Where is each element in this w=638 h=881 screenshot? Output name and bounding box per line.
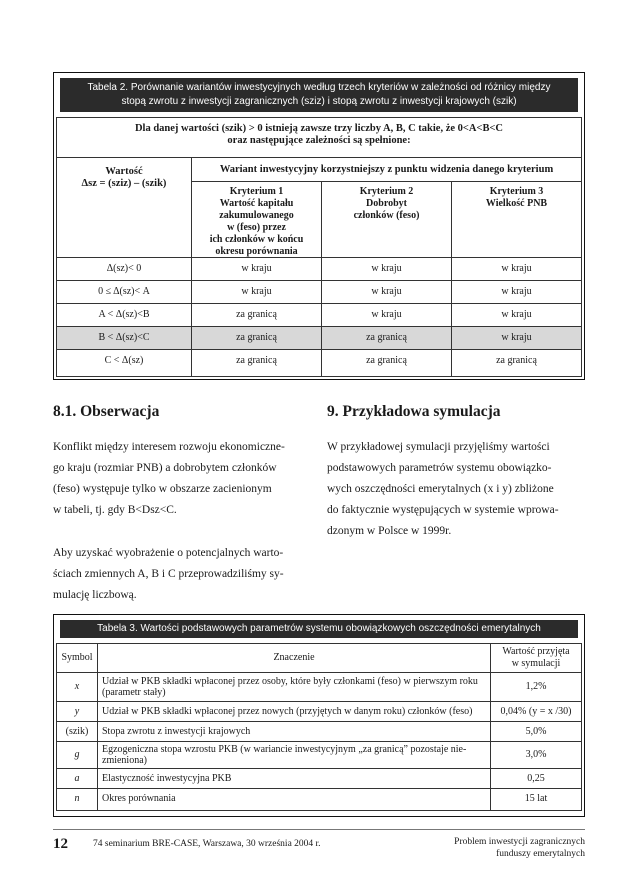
table-2-criterion-1: Kryterium 1 Wartość kapitału zakumulowanego w (feso) przez ich członków w końcu okresu porównania — [191, 181, 322, 258]
table-2-cell: za granicą — [451, 349, 582, 377]
table-3-meaning: Udział w PKB składki wpłaconej przez nowych (przyjętych w danym roku) członków (feso) — [97, 701, 491, 722]
table-3-symbol: a — [56, 768, 98, 789]
table-2-intro — [56, 117, 582, 158]
table-3-value: 1,2% — [490, 672, 582, 702]
table-2-row-value: C < Δ(sz) — [56, 349, 192, 377]
table-3-symbol: n — [56, 788, 98, 811]
table-2-cell: za granicą — [191, 349, 322, 377]
table-2-cell: w kraju — [451, 257, 582, 281]
page-number: 12 — [53, 836, 68, 852]
table-2-cell: w kraju — [321, 257, 452, 281]
table-2-cell: w kraju — [191, 257, 322, 281]
table-2-criterion-2: Kryterium 2 Dobrobyt członków (feso) — [321, 181, 452, 258]
table-3-symbol: (szik) — [56, 721, 98, 742]
footer-event-info: 74 seminarium BRE-CASE, Warszawa, 30 września 2004 r. — [93, 839, 321, 849]
table-2-group-header: Wariant inwestycyjny korzystniejszy z punktu widzenia danego kryterium — [191, 157, 582, 182]
table-2-cell-shaded: za granicą — [321, 326, 452, 350]
footer-divider — [53, 829, 585, 830]
table-2-caption-line: Tabela 2. Porównanie wariantów inwestycyjnych według trzech kryteriów w zależności od różnicy między — [87, 82, 551, 93]
table-3-meaning: Stopa zwrotu z inwestycji krajowych — [97, 721, 491, 742]
section-9-paragraph: W przykładowej symulacji przyjęliśmy wartości podstawowych parametrów systemu obowiązko- wych oszczędności emerytalnych (x i y) zbliżone do faktycznie występujących w systemie wprowa- dzonym w Polsce w 1999r. — [327, 441, 559, 537]
table-2-cell: za granicą — [321, 349, 452, 377]
table-3-symbol: y — [56, 701, 98, 722]
table-2-cell: za granicą — [191, 303, 322, 327]
table-2-intro-line: oraz następujące zależności są spełnione: — [227, 135, 411, 146]
table-2-value-header: Wartość Δsz = (sziz) – (szik) — [56, 157, 192, 258]
table-2-row-value-shaded: B < Δ(sz)<C — [56, 326, 192, 350]
table-3-header-meaning: Znaczenie — [97, 643, 491, 673]
table-3-caption: Tabela 3. Wartości podstawowych parametrów systemu obowiązkowych oszczędności emerytalnych — [60, 620, 578, 638]
table-2-row-value: Δ(sz)< 0 — [56, 257, 192, 281]
table-3-value: 5,0% — [490, 721, 582, 742]
table-3-symbol: g — [56, 741, 98, 769]
table-2-intro-line: Dla danej wartości (szik) > 0 istnieją zawsze trzy liczby A, B, C takie, że 0<A<B<C — [134, 123, 504, 134]
section-8-1-paragraph-1: Konflikt między interesem rozwoju ekonomiczne- go kraju (rozmiar PNB) a dobrobytem członków (feso) występuje tylko w obszarze zacienionym w tabeli, tj. gdy B<Dsz<C. — [53, 441, 285, 516]
table-2-cell-shaded: w kraju — [451, 326, 582, 350]
table-3-meaning: Elastyczność inwestycyjna PKB — [97, 768, 491, 789]
table-2-caption — [60, 78, 578, 112]
table-3-value: 15 lat — [490, 788, 582, 811]
table-2-cell: w kraju — [321, 303, 452, 327]
table-3-meaning: Okres porównania — [97, 788, 491, 811]
table-2-caption-line: stopą zwrotu z inwestycji zagranicznych (sziz) i stopą zwrotu z inwestycji krajowych (szik) — [121, 96, 517, 107]
table-3-meaning: Udział w PKB składki wpłaconej przez osoby, które były członkami (feso) w pierwszym roku (parametr stały) — [97, 672, 491, 702]
table-2-cell: w kraju — [451, 303, 582, 327]
table-3-value: 0,25 — [490, 768, 582, 789]
footer-publication-title: Problem inwestycji zagranicznych funduszy emerytalnych — [454, 837, 585, 859]
table-2-cell: w kraju — [191, 280, 322, 304]
section-9-title: 9. Przykładowa symulacja — [327, 403, 501, 420]
table-2-criterion-3: Kryterium 3 Wielkość PNB — [451, 181, 582, 258]
table-2-row-value: 0 ≤ Δ(sz)< A — [56, 280, 192, 304]
table-2-cell: w kraju — [451, 280, 582, 304]
section-8-1-paragraph-2: Aby uzyskać wyobrażenie o potencjalnych warto- ściach zmiennych A, B i C przeprowadziliśmy sy- mulację liczbową. — [53, 547, 284, 601]
table-3-symbol: x — [56, 672, 98, 702]
table-3-value: 0,04% (y = x /30) — [490, 701, 582, 722]
table-3-meaning: Egzogeniczna stopa wzrostu PKB (w wariancie inwestycyjnym „za granicą” pozostaje nie- zmieniona) — [97, 741, 491, 769]
section-8-1-title: 8.1. Obserwacja — [53, 403, 160, 420]
table-3-header-value: Wartość przyjęta w symulacji — [490, 643, 582, 673]
table-3-value: 3,0% — [490, 741, 582, 769]
table-2-cell-shaded: za granicą — [191, 326, 322, 350]
table-2-row-value: A < Δ(sz)<B — [56, 303, 192, 327]
table-2-cell: w kraju — [321, 280, 452, 304]
table-3-header-symbol: Symbol — [56, 643, 98, 673]
